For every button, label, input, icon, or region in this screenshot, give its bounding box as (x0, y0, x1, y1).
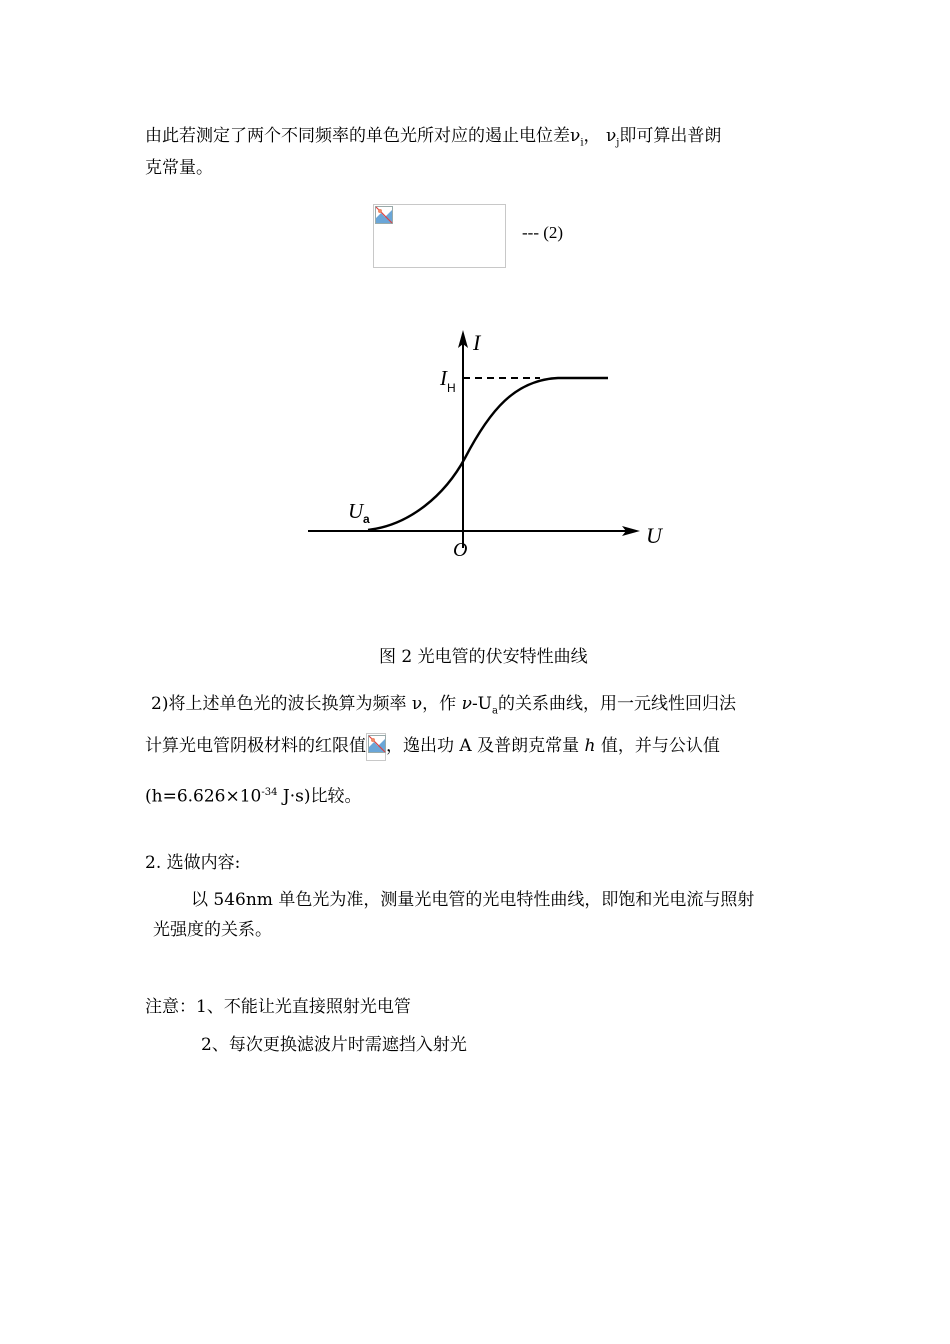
broken-image-frame (366, 733, 386, 761)
section2-line1: 以 546nm 单色光为准，测量光电管的光电特性曲线，即饱和光电流与照射 (191, 890, 755, 910)
para2-line3 (145, 782, 361, 808)
equation-image (373, 204, 506, 268)
ua-label: U (348, 499, 364, 523)
note-line2: 2、每次更换滤波片时需遮挡入射光 (201, 1035, 467, 1055)
separator: ， (583, 126, 606, 146)
para2-line1 (151, 693, 736, 722)
para2-line2-text-b: ，逸出功 A 及普朗克常量 (386, 736, 585, 756)
nu-symbol: ν (461, 694, 472, 714)
broken-image-icon (375, 206, 393, 224)
para1-line2: 克常量。 (145, 158, 213, 178)
para2-line3-text-a: (h=6.626×10 (145, 786, 262, 807)
para1-line1 (145, 125, 721, 154)
para2-line2 (145, 733, 720, 761)
h-symbol: h (584, 736, 596, 756)
para2-text-a: 2)将上述单色光的波长换算为频率 ν，作 (151, 694, 462, 714)
para1-text-end: 即可算出普朗 (619, 126, 722, 146)
para2-line2-text-c: 值，并与公认值 (595, 736, 720, 756)
para1-text: 由此若测定了两个不同频率的单色光所对应的遏止电位差 (145, 126, 570, 146)
para2-line3-text-b: J·s)比较。 (277, 786, 362, 807)
red-limit-image (366, 733, 386, 761)
figure-caption: 图 2 光电管的伏安特性曲线 (379, 647, 588, 667)
ua-sub-label: a (363, 512, 370, 526)
iv-curve-figure (300, 320, 740, 570)
section2-heading: 2. 选做内容: (145, 853, 241, 873)
section2-line2: 光强度的关系。 (153, 920, 272, 940)
sub-i: i (580, 137, 584, 149)
axis-label-u: U (646, 523, 662, 548)
nu-i: ν (570, 126, 581, 146)
iv-curve (368, 378, 608, 530)
ih-label: I (440, 366, 447, 390)
note-line1: 注意：1、不能让光直接照射光电管 (145, 997, 411, 1017)
broken-image-icon (368, 735, 386, 753)
sub-j: j (616, 137, 620, 149)
para2-text-c: 的关系曲线，用一元线性回归法 (497, 694, 736, 714)
origin-label: O (453, 539, 468, 561)
nu-j: ν (605, 126, 617, 146)
para2-line2-text-a: 计算光电管阴极材料的红限值 (145, 736, 366, 756)
sub-a: a (492, 705, 498, 717)
axis-label-i: I (473, 330, 481, 355)
equation-number: --- (2) (522, 223, 564, 242)
ih-sub-label: H (447, 381, 456, 395)
exponent: -34 (261, 787, 278, 798)
para2-text-b: -U (471, 694, 493, 714)
